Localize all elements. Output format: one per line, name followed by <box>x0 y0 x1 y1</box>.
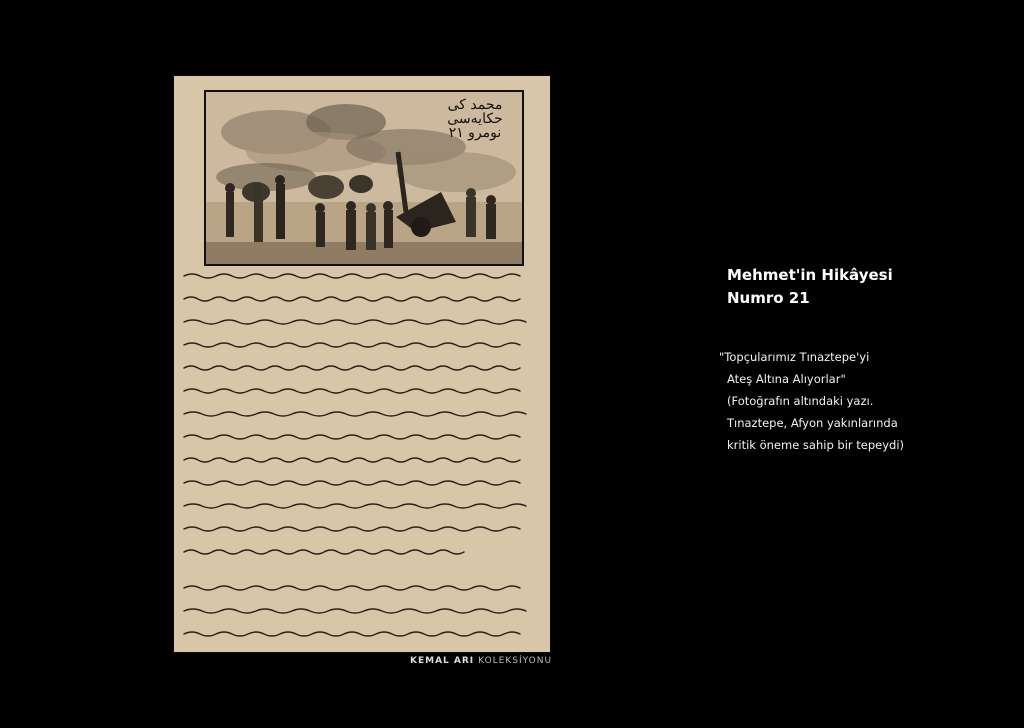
collection-name-light: KOLEKSİYONU <box>478 656 553 666</box>
collection-credit <box>410 656 552 666</box>
handwriting-strokes <box>174 266 550 652</box>
handwritten-letter-text <box>174 266 550 652</box>
story-title-line1: Mehmet'in Hikâyesi <box>727 266 893 284</box>
collection-name-bold: KEMAL ARI <box>410 656 475 666</box>
caption-line1: "Topçularımız Tınaztepe'yi <box>719 350 870 364</box>
story-title <box>727 264 893 310</box>
photo-caption-ottoman: محمد کی حکایه‌سی نومرو ۲۱ <box>447 97 503 141</box>
story-title-line2: Numro 21 <box>727 289 810 307</box>
caption-line4: Tınaztepe, Afyon yakınlarında <box>727 416 898 430</box>
artillery-photo <box>204 90 524 266</box>
letter-scan <box>174 76 550 652</box>
photo-caption <box>719 346 904 456</box>
caption-line3: (Fotoğrafın altındaki yazı. <box>727 394 874 408</box>
caption-line5: kritik öneme sahip bir tepeydi) <box>727 438 905 452</box>
caption-line2: Ateş Altına Alıyorlar" <box>727 372 846 386</box>
